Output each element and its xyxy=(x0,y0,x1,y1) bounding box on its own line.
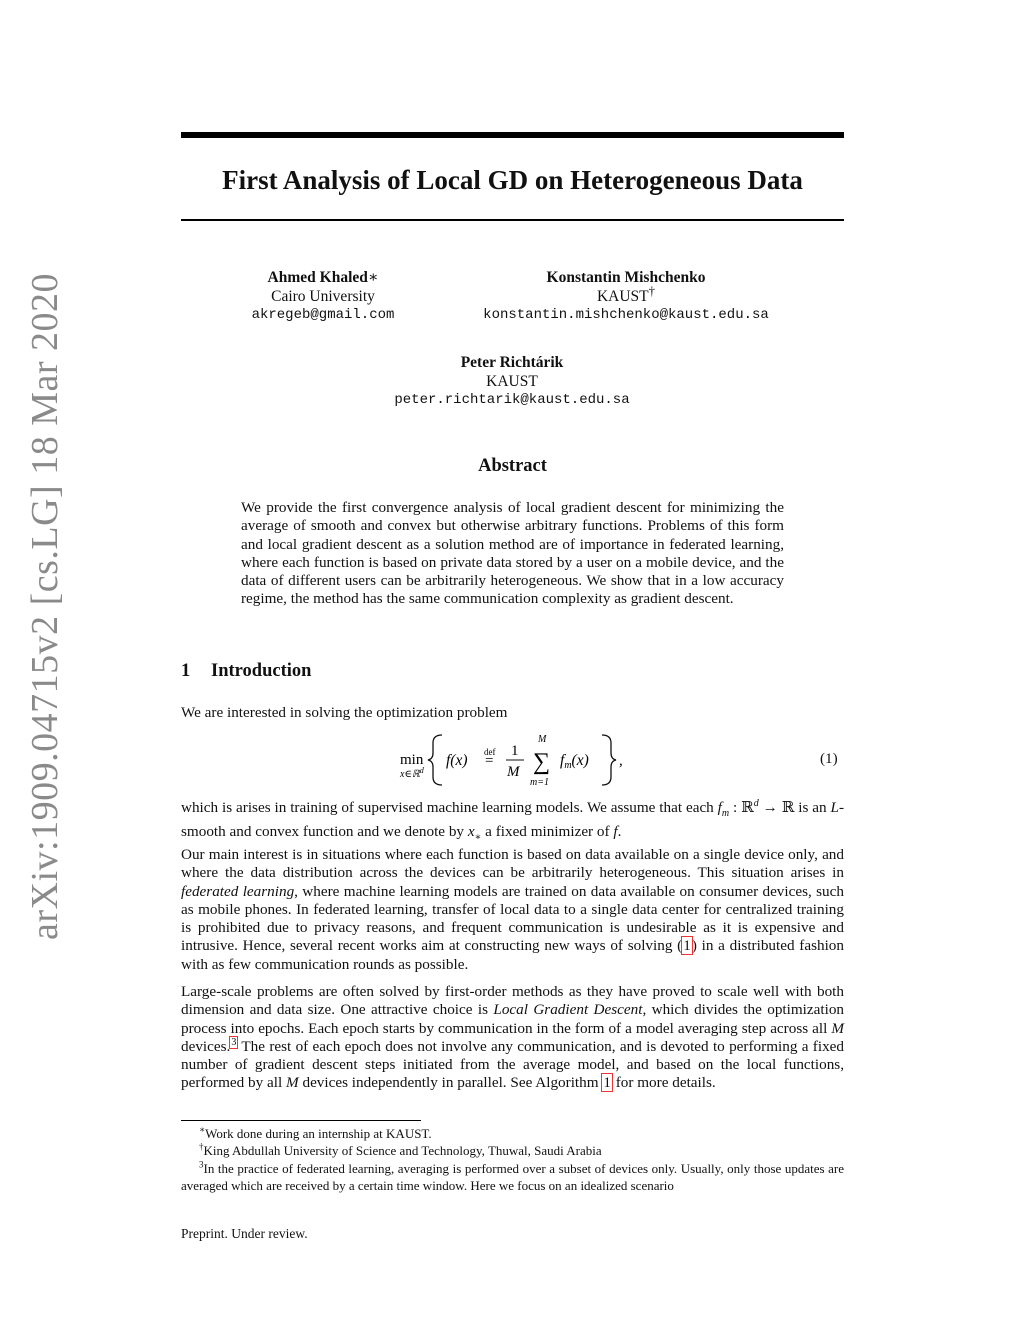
eq-trailing-comma: , xyxy=(619,753,623,769)
eq-frac-num: 1 xyxy=(511,743,519,759)
eq-left-brace xyxy=(428,735,442,785)
preprint-status: Preprint. Under review. xyxy=(181,1226,308,1241)
eq-right-brace xyxy=(602,735,616,785)
title-bottom-rule xyxy=(181,219,844,221)
author-footnote-mark: ∗ xyxy=(367,269,379,286)
eq-min-subscript: x∈ℝ$^d$ xyxy=(400,766,424,780)
eq-min: min xyxy=(400,752,424,768)
arxiv-identifier-stamp: arXiv:1909.04715v2 [cs.LG] 18 Mar 2020 xyxy=(24,272,66,940)
section-number: 1 xyxy=(181,661,191,681)
equation-1-svg xyxy=(400,731,660,789)
author-affiliation: Cairo University xyxy=(271,288,375,305)
footnote-separator xyxy=(181,1120,421,1121)
abstract-heading: Abstract xyxy=(478,456,547,476)
author-name: Ahmed Khaled xyxy=(267,269,368,286)
equation-reference-link[interactable]: 1 xyxy=(683,937,691,955)
author-name: Peter Richtárik xyxy=(460,354,564,371)
abstract-text: We provide the first convergence analysis of local gradient descent for minimizing the average of smooth and convex but otherwise arbitrary functions. Problems of this form and local gradient descent as a solution method are of importance in federated learning, where each function is based on private data stored by a user on a mobile device, and the data of different users can be arbitrarily heterogeneous. We show that in a low accuracy regime, the method has the same communication complexity as gradient descent. xyxy=(241,499,784,608)
eq-sum-top: M xyxy=(538,734,547,745)
equation-number: (1) xyxy=(820,750,838,767)
eq-def: def xyxy=(484,747,496,757)
eq-sum-symbol: ∑ xyxy=(533,749,551,775)
eq-sum-bottom: m=1 xyxy=(530,777,549,788)
section-heading-introduction xyxy=(181,661,311,682)
eq-term: fm(x) xyxy=(560,752,589,771)
intro-lead-paragraph: We are interested in solving the optimization problem xyxy=(181,704,508,721)
paragraph-local-gd: Large-scale problems are often solved by first-order methods as they have proved to scale well with both dimension and data size. One attractive choice is Local Gradient Descent, which divides the optimization process into epochs. Each epoch starts by communication in the form of a model averaging step across all M devices.$^3$ The rest of each epoch does not involve any communication, and is devoted to performing a fixed number of gradient descent steps initiated from the average model, and based on the local functions, performed by all M devices independently in parallel. See Algorithm 1 for more details. xyxy=(181,983,845,1092)
eq-frac-den: M xyxy=(507,764,520,780)
eq-fx: f(x) xyxy=(446,752,468,769)
author-block-mishchenko xyxy=(456,268,796,325)
footnote-3: $^3$In the practice of federated learning, averaging is performed over a subset of devices only. Usually, only those updates are averaged which are received by a certain time window. Here we focus on an idealized scenario xyxy=(181,1159,844,1193)
title-top-rule xyxy=(181,132,844,138)
author-email[interactable]: akregeb@gmail.com xyxy=(251,307,395,323)
author-block-richtarik xyxy=(362,353,662,410)
section-title: Introduction xyxy=(211,661,312,681)
footnote-1: ∗Work done during an internship at KAUST. xyxy=(199,1124,432,1141)
paragraph-motivation: Our main interest is in situations where each function is based on data available on a single device only, and where the data distribution across the devices can be arbitrarily heterogeneous. This situation arises in federated learning, where machine learning models are trained on data available on consumer devices, such as mobile phones. In federated learning, transfer of local data to a single data center for centralized training is prohibited due to privacy reasons, and frequent communication is undesirable as it is expensive and intrusive. Hence, several recent works aim at constructing new ways of solving (1) in a distributed fashion with as few communication rounds as possible. xyxy=(181,846,844,973)
equation-1 xyxy=(400,731,660,789)
author-email[interactable]: konstantin.mishchenko@kaust.edu.sa xyxy=(483,307,769,323)
footnote-2: †King Abdullah University of Science and Technology, Thuwal, Saudi Arabia xyxy=(199,1141,602,1158)
algorithm-reference-link[interactable]: 1 xyxy=(603,1074,611,1092)
author-block-khaled xyxy=(223,268,423,325)
author-email[interactable]: peter.richtarik@kaust.edu.sa xyxy=(394,392,630,408)
eq-equals: = xyxy=(485,753,494,769)
paragraph-assumptions: which is arises in training of supervised machine learning models. We assume that each $f_m$ : ℝ$^d$ → ℝ is an L-smooth and convex function and we denote by $x_∗$ a fixed minimizer of f. xyxy=(181,797,844,844)
paper-title: First Analysis of Local GD on Heterogeneous Data xyxy=(222,165,803,195)
author-affiliation: KAUST xyxy=(486,373,538,390)
footnote-reference-link[interactable]: 3 xyxy=(231,1036,237,1048)
affiliation-footnote-mark: † xyxy=(648,282,656,298)
author-affiliation: KAUST xyxy=(596,288,649,305)
author-name: Konstantin Mishchenko xyxy=(546,269,706,286)
